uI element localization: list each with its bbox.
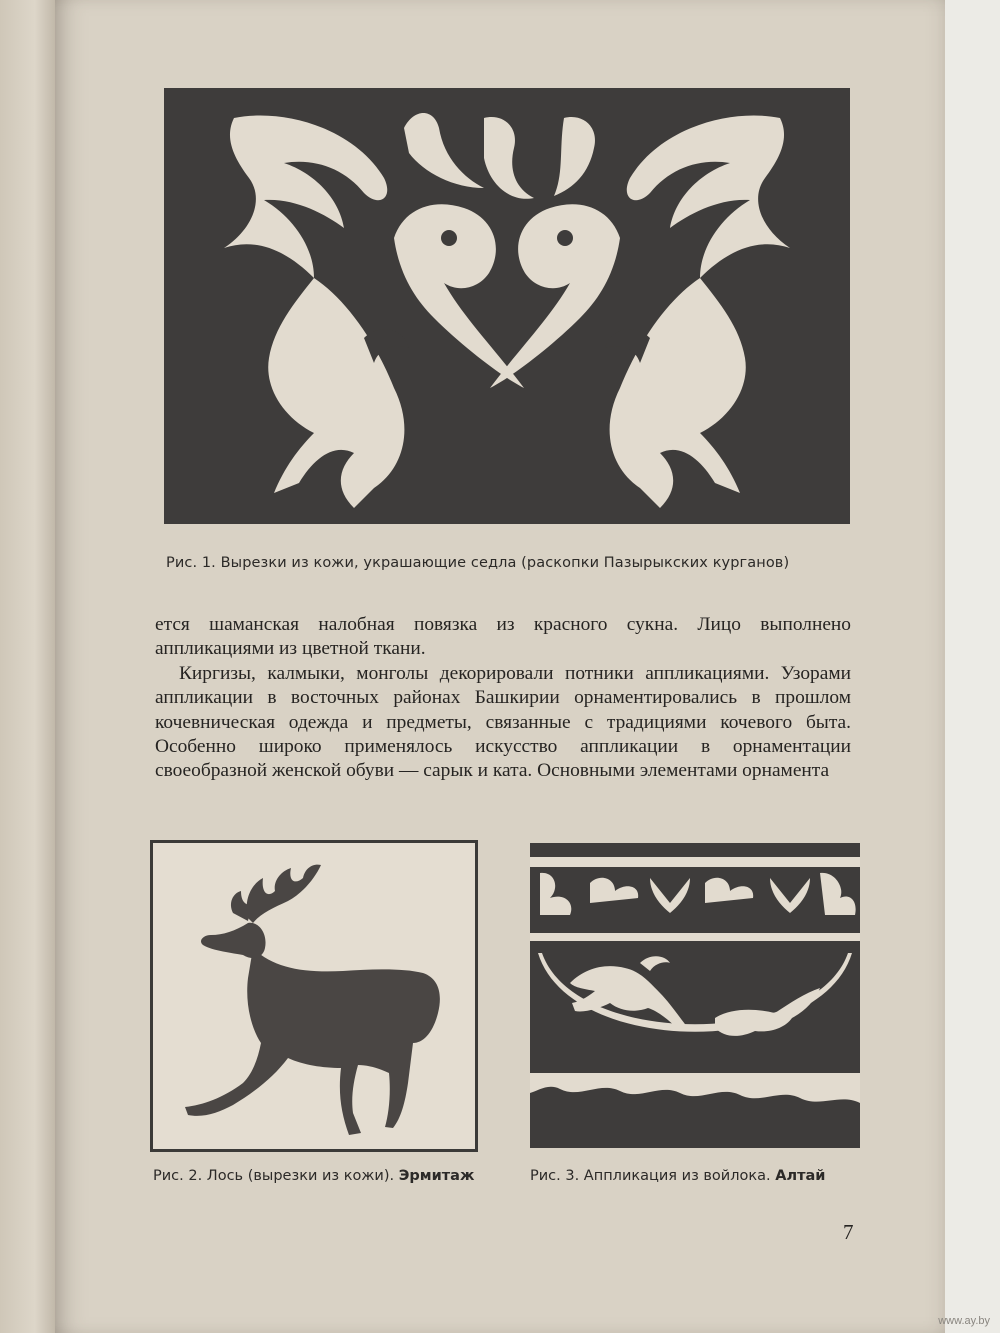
- paragraph-2: Киргизы, калмыки, монголы декорировали потники аппликациями. Узорами аппликации в восточных районах Башкирии орнаментировались в прошлом кочевническая одежда и предметы, связанные с традициями кочевого быта. Особенно широко применялось искусство аппликации в орнаментации своеобразной женской обуви — сарык и ката. Основными элементами орнамента: [155, 662, 851, 782]
- figure-3-applique-image: [530, 843, 860, 1148]
- figure-3-caption: [530, 1166, 870, 1186]
- previous-page-edge: [0, 0, 58, 1333]
- elk-body: [185, 948, 440, 1135]
- figure-2-caption-location: Эрмитаж: [398, 1168, 475, 1184]
- figure-2-elk-image: [150, 840, 478, 1152]
- figure-3-caption-location: Алтай: [775, 1168, 826, 1184]
- figure-2-caption-text: Рис. 2. Лось (вырезки из кожи).: [153, 1168, 399, 1184]
- figure-1-griffins-image: [164, 88, 850, 524]
- paragraph-1: ется шаманская налобная повязка из красного сукна. Лицо выполнено аппликациями из цветной ткани.: [155, 614, 851, 660]
- figure-1-caption-text: Рис. 1. Вырезки из кожи, украшающие седла (раскопки Пазырыкских курганов): [166, 555, 790, 571]
- figure-1-caption: [166, 553, 866, 573]
- figure-2-caption: [153, 1166, 483, 1186]
- body-text: [155, 613, 851, 784]
- figure-3-caption-text: Рис. 3. Аппликация из войлока.: [530, 1168, 776, 1184]
- ornament-band-top: [530, 857, 860, 867]
- page-number: 7: [843, 1220, 854, 1244]
- elk-antlers: [247, 865, 321, 923]
- ornament-band-divider: [530, 933, 860, 941]
- watermark: www.ay.by: [938, 1315, 990, 1327]
